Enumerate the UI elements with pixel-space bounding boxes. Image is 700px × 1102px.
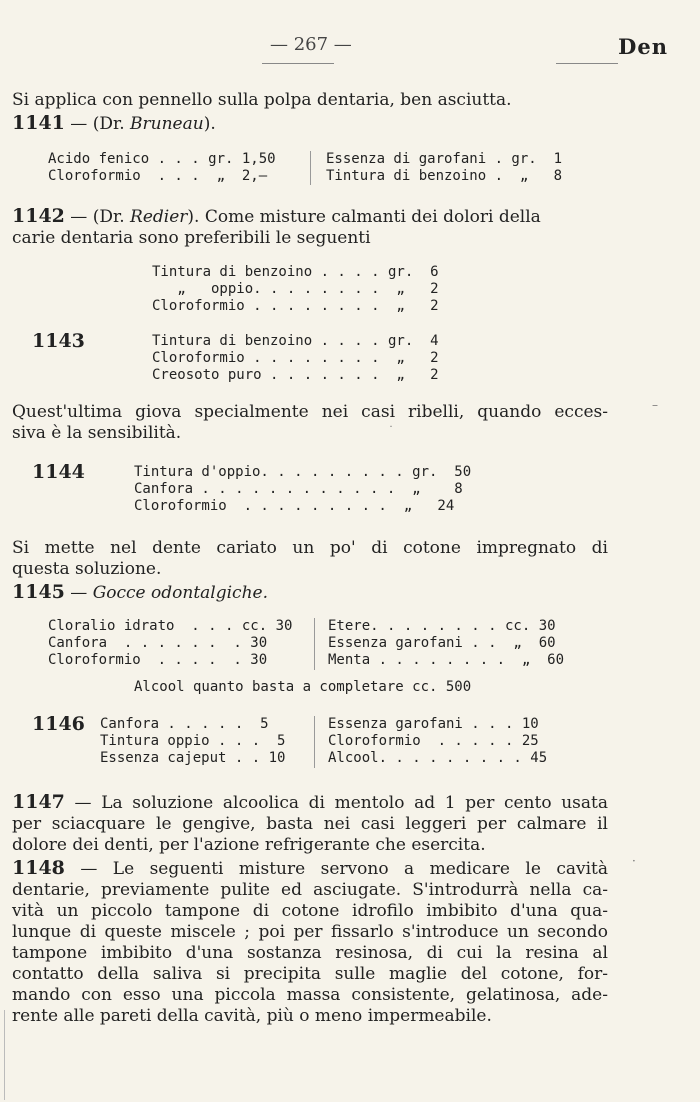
ingredient-line: Cloroformio . . . . . 25	[328, 733, 539, 749]
recipe-1147-paragraph	[12, 792, 608, 856]
ingredient-line: „ oppio. . . . . . . . „ 2	[152, 281, 439, 297]
ingredient-line: Cloroformio . . . . . . . . „ 2	[152, 350, 439, 366]
ingredient-line: Cloroformio . . . „ 2,—	[48, 168, 268, 184]
text: — (Dr.	[64, 114, 131, 134]
recipe-1142-paragraph	[12, 206, 608, 249]
ingredient-line: Tintura di benzoino . . . . gr. 4	[152, 333, 439, 349]
text: — Le seguenti misture servono a medicare le cavità	[64, 859, 608, 879]
text: ). Come misture calmanti dei dolori della	[187, 207, 541, 227]
ingredient-line: Canfora . . . . . 5	[100, 716, 269, 732]
header-rule-right	[556, 63, 618, 64]
text-line: per sciacquare le gengive, basta nei casi leggeri per calmare il	[12, 814, 608, 834]
ingredient-line: Cloroformio . . . . . . . . . „ 24	[134, 498, 455, 514]
page-number: — 267 —	[270, 34, 352, 55]
recipe-number: 1143	[32, 330, 85, 352]
column-separator	[310, 151, 311, 185]
text-line: siva è la sensibilità.	[12, 423, 182, 443]
recipe-number: 1142	[12, 205, 65, 227]
ingredient-line: Essenza di garofani . gr. 1	[326, 151, 563, 167]
ingredient-line: Tintura di benzoino . . . . gr. 6	[152, 264, 439, 280]
recipe-title: Gocce odontalgiche.	[92, 583, 268, 603]
recipe-1145-heading	[12, 582, 608, 604]
column-separator	[314, 716, 315, 768]
recipe-number: 1141	[12, 112, 65, 134]
text-line: Si mette nel dente cariato un po' di cotone impregnato di	[12, 538, 608, 558]
ingredient-line: Canfora . . . . . . . 30	[48, 635, 268, 651]
text-line: Quest'ultima giova specialmente nei casi ribelli, quando ecces-	[12, 402, 608, 422]
ingredient-line: Canfora . . . . . . . . . . . . „ 8	[134, 481, 463, 497]
ingredient-line: Essenza garofani . . . 10	[328, 716, 539, 732]
running-head: Den	[618, 34, 668, 59]
text-line: vità un piccolo tampone di cotone idrofilo imbibito d'una qua-	[12, 901, 608, 921]
intro-paragraph	[12, 90, 608, 111]
stray-mark: ˙	[388, 424, 394, 438]
ingredient-line: Tintura d'oppio. . . . . . . . . gr. 50	[134, 464, 472, 480]
margin-mark: ·	[632, 854, 636, 868]
text-line: questa soluzione.	[12, 559, 162, 579]
recipe-footer: Alcool quanto basta a completare cc. 500	[134, 679, 472, 695]
recipe-1141-heading	[12, 113, 608, 135]
paragraph	[12, 402, 608, 444]
ingredient-line: Essenza garofani . . „ 60	[328, 635, 556, 651]
text-line: carie dentaria sono preferibili le seguenti	[12, 228, 371, 248]
ingredient-line: Tintura oppio . . . 5	[100, 733, 286, 749]
text-line: mando con esso una piccola massa consistente, gelatinosa, ade-	[12, 985, 608, 1005]
ingredient-line: Cloroformio . . . . . 30	[48, 652, 268, 668]
text: — (Dr.	[64, 207, 131, 227]
recipe-number: 1148	[12, 857, 65, 879]
ingredient-line: Alcool. . . . . . . . . 45	[328, 750, 548, 766]
header-rule	[262, 63, 334, 64]
ingredient-line: Essenza cajeput . . 10	[100, 750, 286, 766]
recipe-number: 1146	[32, 713, 85, 735]
text-line: dolore dei denti, per l'azione refrigerante che esercita.	[12, 835, 486, 855]
ingredient-line: Etere. . . . . . . . cc. 30	[328, 618, 556, 634]
paragraph	[12, 538, 608, 580]
recipe-number: 1147	[12, 791, 65, 813]
text-line: lunque di queste miscele ; poi per fissarlo s'introduce un secondo	[12, 922, 608, 942]
recipe-number: 1144	[32, 461, 85, 483]
ingredient-line: Creosoto puro . . . . . . . „ 2	[152, 367, 439, 383]
text: — La soluzione alcoolica di mentolo ad 1 per cento usata	[64, 793, 608, 813]
margin-mark: –	[652, 398, 658, 412]
author-name: Bruneau	[130, 114, 204, 134]
ingredient-line: Acido fenico . . . gr. 1,50	[48, 151, 276, 167]
ingredient-line: Menta . . . . . . . . „ 60	[328, 652, 565, 668]
ingredient-line: Tintura di benzoino . „ 8	[326, 168, 563, 184]
intro-line: Si applica con pennello sulla polpa dentaria, ben asciutta.	[12, 90, 512, 110]
recipe-1148-paragraph	[12, 858, 608, 1027]
text-line: rente alle pareti della cavità, più o meno impermeabile.	[12, 1006, 492, 1026]
page-edge-line	[4, 1010, 5, 1100]
text: ).	[203, 114, 216, 134]
ingredient-line: Cloroformio . . . . . . . . „ 2	[152, 298, 439, 314]
column-separator	[314, 618, 315, 670]
ingredient-line: Cloralio idrato . . . cc. 30	[48, 618, 293, 634]
recipe-number: 1145	[12, 581, 65, 603]
text-line: tampone imbibito d'una sostanza resinosa, di cui la resina al	[12, 943, 608, 963]
text-line: contatto della saliva si precipita sulle maglie del cotone, for-	[12, 964, 608, 984]
text: —	[64, 583, 93, 603]
text-line: dentarie, previamente pulite ed asciugate. S'introdurrà nella ca-	[12, 880, 608, 900]
author-name: Redier	[130, 207, 188, 227]
